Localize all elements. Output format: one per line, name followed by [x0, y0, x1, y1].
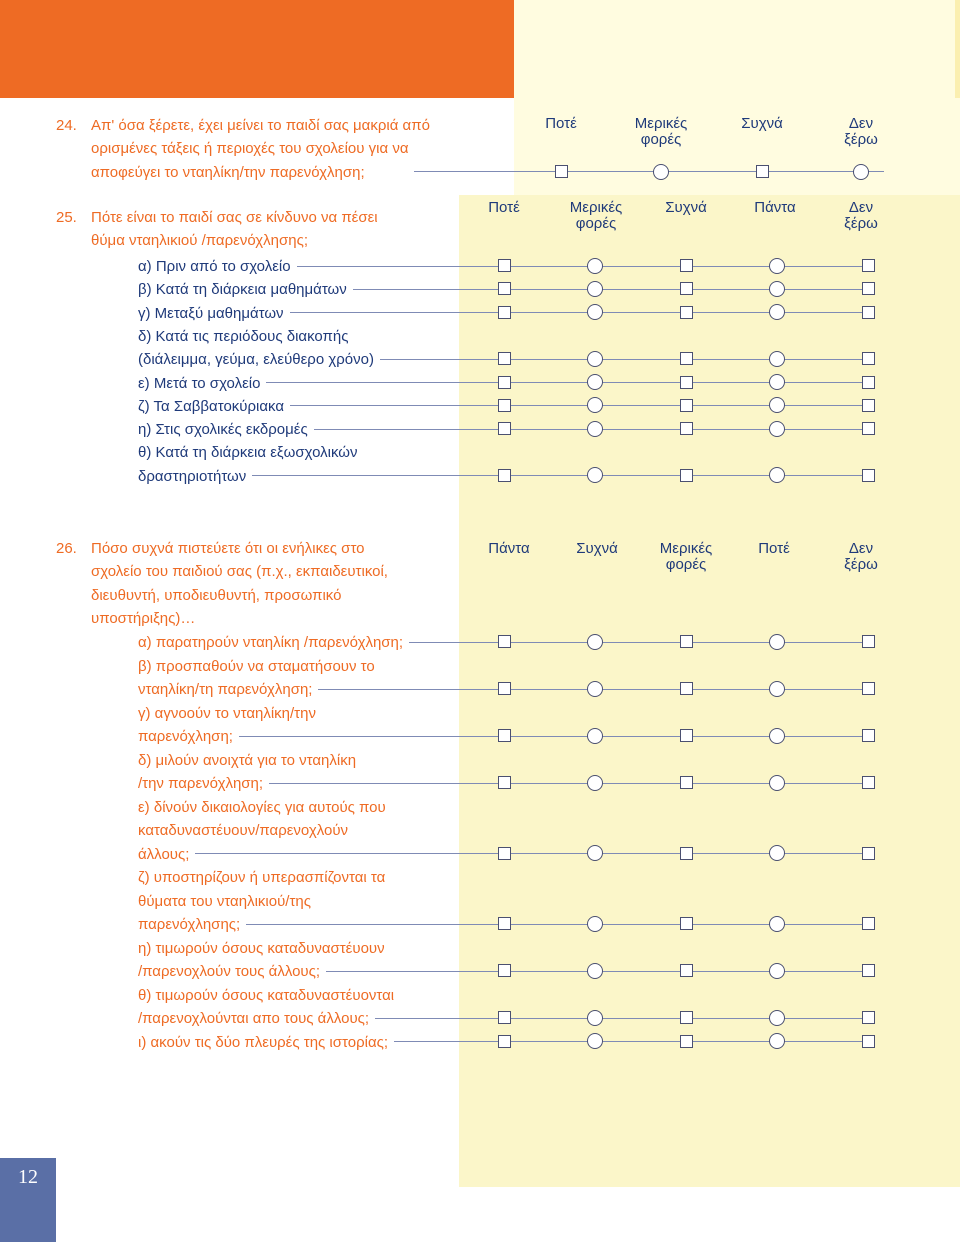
q26-item-checkbox[interactable] [862, 1011, 875, 1024]
q26-item-text: /παρενοχλούν τους άλλους; [138, 963, 321, 980]
q26-item-checkbox[interactable] [862, 964, 875, 977]
q26-item-text: ε) δίνούν δικαιολογίες για αυτούς που [138, 798, 386, 816]
q24-line: Απ' όσα ξέρετε, έχει μείνει το παιδί σας μακριά από [91, 117, 430, 134]
q24-checkbox-often[interactable] [756, 165, 769, 178]
q26-item-text: α) παρατηρούν νταηλίκη /παρενόχληση; [138, 634, 404, 651]
q26-item-text: θ) τιμωρούν όσους καταδυναστέυονται [138, 986, 395, 1004]
q26-item-text: ι) ακούν τις δύο πλευρές της ιστορίας; [138, 1033, 389, 1051]
q26-item-text: γ) αγνοούν το νταηλίκη/την [138, 704, 316, 722]
q26-item-checkbox[interactable] [680, 682, 693, 695]
q26-item-radio[interactable] [587, 845, 603, 861]
q25-item-leader-line [353, 289, 874, 290]
q26-item-text: ζ) υποστηρίζουν ή υπερασπίζονται τα [138, 869, 386, 886]
q26-item-checkbox[interactable] [680, 729, 693, 742]
q25-item-radio[interactable] [587, 304, 603, 320]
q25-item-leader-line [290, 405, 874, 406]
q25-item-checkbox[interactable] [862, 399, 875, 412]
q25-item-radio[interactable] [587, 258, 603, 274]
q26-line: Πόσο συχνά πιστεύετε ότι οι ενήλικες στο [91, 540, 365, 557]
q26-item-text: β) προσπαθούν να σταματήσουν το [138, 657, 375, 675]
q26-item-text: δ) μιλούν ανοιχτά για το νταηλίκη [138, 751, 357, 769]
q25-column-header-line: φορές [575, 215, 617, 232]
q24-column-header-line: Ποτέ [545, 115, 577, 132]
q26-item-leader-line [409, 642, 874, 643]
q25-column-header-line: Μερικές [569, 199, 623, 216]
q24-number: 24. [56, 117, 77, 134]
q25-item-checkbox[interactable] [862, 469, 875, 482]
q25-item-checkbox[interactable] [498, 469, 511, 482]
page-number: 12 [18, 1166, 38, 1188]
q25-item-text: β) Κατά τη διάρκεια μαθημάτων [138, 281, 347, 299]
q25-item-text: α) Πριν από το σχολείο [138, 258, 291, 275]
q26-item-checkbox[interactable] [498, 776, 511, 789]
q25-item-checkbox[interactable] [862, 422, 875, 435]
q24-column-header [806, 116, 916, 148]
q25-column-header-line: Ποτέ [488, 199, 520, 216]
q26-item-radio[interactable] [587, 775, 603, 791]
q26-item-checkbox[interactable] [498, 847, 511, 860]
q25-item-text: ζ) Τα Σαββατοκύριακα [138, 397, 285, 415]
q26-item-text: καταδυναστέυουν/παρενοχλούν [138, 822, 349, 839]
q25-column-header-line: Συχνά [665, 199, 707, 216]
q25-item-checkbox[interactable] [862, 282, 875, 295]
q26-item-checkbox[interactable] [498, 635, 511, 648]
q25-item-text: θ) Κατά τη διάρκεια εξωσχολικών [138, 444, 358, 462]
q24-column-header [506, 116, 616, 132]
q26-item-text: παρενόχλησης; [138, 916, 241, 933]
q26-column-header-line: Πάντα [488, 540, 530, 557]
q25-item-radio[interactable] [769, 421, 785, 437]
q26-item-checkbox[interactable] [862, 917, 875, 930]
q25-item-radio[interactable] [587, 421, 603, 437]
q26-item-text: παρενόχληση; [138, 728, 233, 745]
q26-item-radio[interactable] [587, 1033, 603, 1049]
q26-item-radio[interactable] [587, 963, 603, 979]
answer-area-main [459, 195, 960, 1187]
q25-item-checkbox[interactable] [498, 282, 511, 295]
q24-radio-dont-know[interactable] [853, 164, 869, 180]
q26-item-text: άλλους; [138, 845, 190, 863]
q26-column-header [806, 541, 916, 573]
answer-area-edge [955, 0, 960, 98]
q25-item-checkbox[interactable] [680, 352, 693, 365]
q25-item-leader-line [380, 359, 874, 360]
q26-item-checkbox[interactable] [862, 729, 875, 742]
q26-item-checkbox[interactable] [498, 729, 511, 742]
q26-item-radio[interactable] [587, 728, 603, 744]
q26-item-text: /την παρενόχληση; [138, 775, 264, 792]
q25-item-checkbox[interactable] [680, 259, 693, 272]
q25-item-checkbox[interactable] [862, 352, 875, 365]
q26-text [91, 537, 461, 630]
q26-item-checkbox[interactable] [862, 635, 875, 648]
q25-item-checkbox[interactable] [498, 376, 511, 389]
q26-item-checkbox[interactable] [862, 1035, 875, 1048]
q26-column-header-line: Συχνά [576, 540, 618, 557]
q26-item-checkbox[interactable] [680, 776, 693, 789]
q24-column-header [606, 116, 716, 148]
q25-item-text: (διάλειμμα, γεύμα, ελεύθερο χρόνο) [138, 351, 374, 369]
answer-area-top [514, 0, 960, 195]
q25-item-text: δ) Κατά τις περιόδους διακοπής [138, 327, 349, 345]
q26-item-radio[interactable] [587, 1010, 603, 1026]
q25-item-text: η) Στις σχολικές εκδρομές [138, 421, 308, 439]
q26-column-header-line: Δεν [848, 540, 874, 557]
q26-line: διευθυντή, υποδιευθυντή, προσωπικό [91, 586, 342, 604]
q25-item-checkbox[interactable] [498, 352, 511, 365]
q24-column-header-line: ξέρω [844, 131, 878, 148]
q25-item-checkbox[interactable] [680, 469, 693, 482]
q25-column-header [806, 200, 916, 232]
q26-item-checkbox[interactable] [680, 917, 693, 930]
q26-item-radio[interactable] [587, 916, 603, 932]
q25-item-checkbox[interactable] [498, 399, 511, 412]
q25-item-checkbox[interactable] [680, 422, 693, 435]
q25-item-radio[interactable] [769, 258, 785, 274]
q26-line: υποστήριξης)… [91, 609, 196, 627]
q25-item-text: δραστηριοτήτων [138, 467, 247, 485]
q25-item-radio[interactable] [587, 281, 603, 297]
q26-item-text: /παρενοχλούνται απο τους άλλους; [138, 1010, 370, 1027]
q26-item-checkbox[interactable] [680, 847, 693, 860]
q24-checkbox-never[interactable] [555, 165, 568, 178]
q24-text [91, 114, 511, 184]
q25-column-header-line: ξέρω [844, 215, 878, 232]
q25-line: θύμα νταηλικιού /παρενόχλησης; [91, 232, 308, 250]
q25-item-leader-line [297, 266, 874, 267]
q25-item-checkbox[interactable] [680, 306, 693, 319]
q25-item-radio[interactable] [769, 304, 785, 320]
q26-item-radio[interactable] [769, 1010, 785, 1026]
q25-line: Πότε είναι το παιδί σας σε κίνδυνο να πέσει [91, 209, 378, 226]
q25-text [91, 206, 471, 253]
q26-item-radio[interactable] [769, 845, 785, 861]
q26-item-leader-line [375, 1018, 874, 1019]
q24-column-header-line: Μερικές [634, 115, 688, 132]
q26-item-radio[interactable] [769, 963, 785, 979]
q25-item-radio[interactable] [769, 351, 785, 367]
q25-item-checkbox[interactable] [680, 399, 693, 412]
q25-item-checkbox[interactable] [862, 376, 875, 389]
q26-item-checkbox[interactable] [498, 917, 511, 930]
q26-item-checkbox[interactable] [498, 1011, 511, 1024]
q25-column-header-line: Δεν [848, 199, 874, 216]
q26-column-header-line: Ποτέ [758, 540, 790, 557]
q24-column-header-line: φορές [640, 131, 682, 148]
q26-item-radio[interactable] [769, 1033, 785, 1049]
q25-number: 25. [56, 209, 77, 226]
q25-item-leader-line [290, 312, 874, 313]
q25-item-radio[interactable] [769, 281, 785, 297]
q26-item-radio[interactable] [587, 634, 603, 650]
q25-item-checkbox[interactable] [498, 422, 511, 435]
q26-column-header-line: Μερικές [659, 540, 713, 557]
q26-item-checkbox[interactable] [862, 847, 875, 860]
q24-radio-sometimes[interactable] [653, 164, 669, 180]
q25-item-checkbox[interactable] [862, 259, 875, 272]
q25-item-radio[interactable] [769, 374, 785, 390]
q26-item-text: νταηλίκη/τη παρενόχληση; [138, 681, 313, 698]
q24-answer-line [414, 171, 884, 172]
q26-item-radio[interactable] [769, 681, 785, 697]
q24-column-header-line: Συχνά [741, 115, 783, 132]
q26-line: σχολείο του παιδιού σας (π.χ., εκπαιδευτικοί, [91, 563, 388, 581]
q25-item-checkbox[interactable] [862, 306, 875, 319]
q26-item-leader-line [394, 1041, 874, 1042]
q25-item-radio[interactable] [587, 351, 603, 367]
q25-column-header-line: Πάντα [754, 199, 796, 216]
q26-item-checkbox[interactable] [680, 1011, 693, 1024]
q26-item-radio[interactable] [769, 775, 785, 791]
q24-column-header [707, 116, 817, 132]
q24-column-header-line: Δεν [848, 115, 874, 132]
q26-item-radio[interactable] [587, 681, 603, 697]
orange-header-block [0, 0, 514, 98]
q26-item-text: η) τιμωρούν όσους καταδυναστέυουν [138, 939, 385, 957]
q25-item-checkbox[interactable] [498, 259, 511, 272]
q26-item-checkbox[interactable] [680, 635, 693, 648]
q25-item-checkbox[interactable] [680, 282, 693, 295]
q25-item-text: γ) Μεταξύ μαθημάτων [138, 304, 284, 322]
q26-item-checkbox[interactable] [680, 1035, 693, 1048]
q24-line: αποφεύγει το νταηλίκη/την παρενόχληση; [91, 163, 365, 181]
q26-item-checkbox[interactable] [498, 682, 511, 695]
q25-item-checkbox[interactable] [680, 376, 693, 389]
q26-item-checkbox[interactable] [680, 964, 693, 977]
q24-line: ορισμένες τάξεις ή περιοχές του σχολείου για να [91, 140, 409, 158]
q25-item-checkbox[interactable] [498, 306, 511, 319]
q25-item-radio[interactable] [587, 374, 603, 390]
q26-item-checkbox[interactable] [498, 1035, 511, 1048]
q26-item-radio[interactable] [769, 916, 785, 932]
q26-column-header-line: φορές [665, 556, 707, 573]
q26-column-header-line: ξέρω [844, 556, 878, 573]
q26-item-checkbox[interactable] [862, 776, 875, 789]
q26-item-radio[interactable] [769, 634, 785, 650]
q25-item-text: ε) Μετά το σχολείο [138, 374, 261, 392]
q26-item-text: θύματα του νταηλικιού/της [138, 892, 311, 910]
q26-item-radio[interactable] [769, 728, 785, 744]
q26-item-checkbox[interactable] [498, 964, 511, 977]
q26-number: 26. [56, 540, 77, 557]
q26-item-checkbox[interactable] [862, 682, 875, 695]
